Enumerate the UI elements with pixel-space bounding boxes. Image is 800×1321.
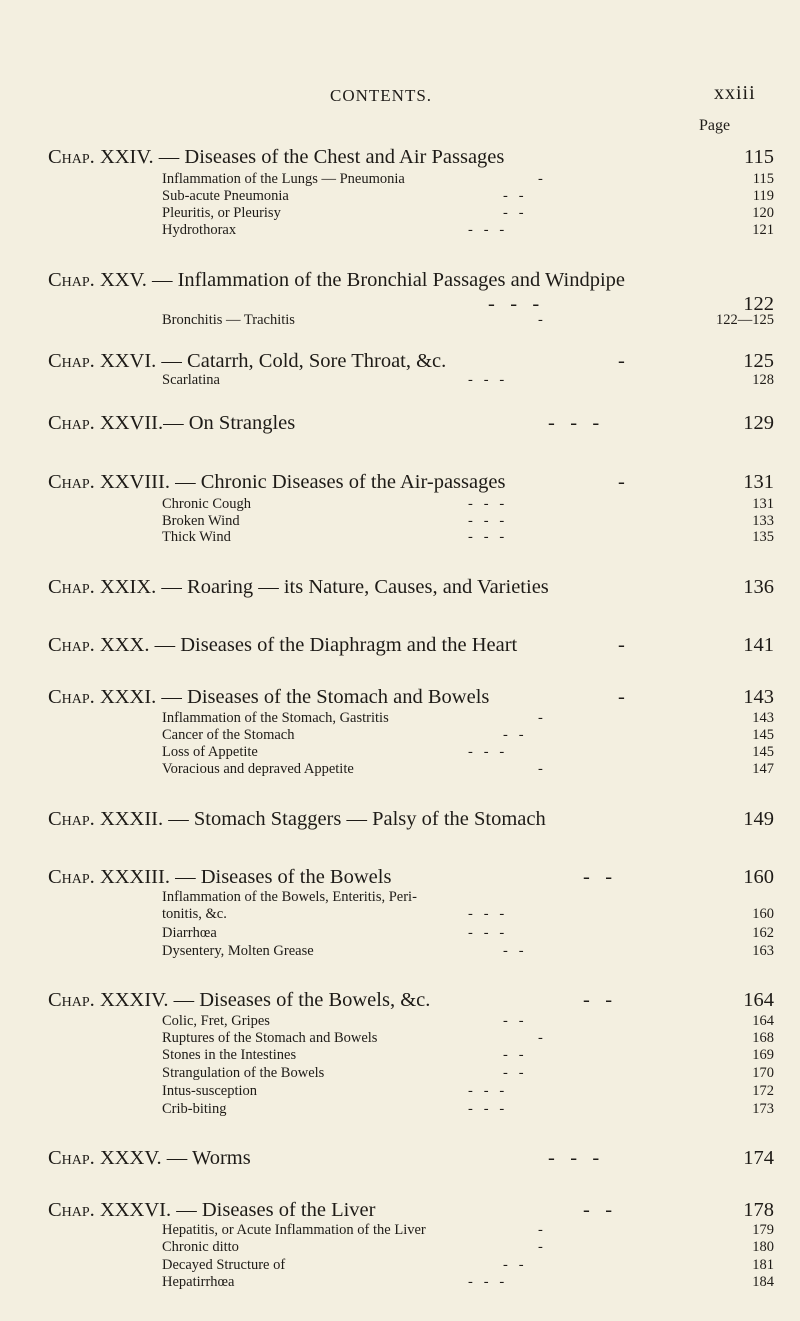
sub-entry-text: Inflammation of the Lungs — Pneumonia bbox=[162, 171, 405, 187]
sub-entry-page: 128 bbox=[752, 372, 774, 388]
chapter-title: XXVII.— On Strangles bbox=[99, 412, 296, 434]
leader-dashes: - - bbox=[503, 1047, 524, 1063]
sub-entry-page: 160 bbox=[752, 906, 774, 922]
chapter-page: 160 bbox=[743, 866, 774, 888]
leader-dashes: - - bbox=[503, 727, 524, 743]
sub-entry-text: Diarrhœa bbox=[162, 925, 217, 941]
sub-entry-text: Scarlatina bbox=[162, 372, 220, 388]
leader-dashes: - bbox=[538, 171, 543, 187]
leader-dashes: - - bbox=[503, 188, 524, 204]
chapter-entry bbox=[48, 807, 774, 831]
leader-dashes: - bbox=[618, 471, 625, 493]
sub-entry-page: 163 bbox=[752, 943, 774, 959]
sub-entry-text: Strangulation of the Bowels bbox=[162, 1065, 325, 1081]
sub-entry-page: 172 bbox=[752, 1083, 774, 1099]
leader-dashes: - - - bbox=[468, 744, 505, 760]
chapter-entry bbox=[48, 411, 774, 435]
sub-entry-page: 162 bbox=[752, 925, 774, 941]
leader-dashes: - - bbox=[503, 205, 524, 221]
chapter-page: 131 bbox=[743, 471, 774, 493]
leader-dashes: - bbox=[538, 761, 543, 777]
chapter-label: Chap. bbox=[48, 350, 95, 372]
chapter-entry bbox=[48, 1146, 774, 1170]
sub-entry-text: Dysentery, Molten Grease bbox=[162, 943, 314, 959]
sub-entry-page: 143 bbox=[752, 710, 774, 726]
sub-entry-text: Hydrothorax bbox=[162, 222, 237, 238]
leader-dashes: - - bbox=[583, 1199, 613, 1221]
sub-entry-page: 180 bbox=[752, 1239, 774, 1255]
sub-entry-page: 133 bbox=[752, 513, 774, 529]
leader-dashes: - - - bbox=[468, 222, 505, 238]
chapter-label: Chap. bbox=[48, 686, 95, 708]
sub-entry-page: 120 bbox=[752, 205, 774, 221]
chapter-page: 125 bbox=[743, 350, 774, 372]
running-header-page-number: xxiii bbox=[714, 82, 756, 104]
leader-dashes: - - - bbox=[548, 1147, 600, 1169]
leader-dashes: - - - bbox=[468, 529, 505, 545]
page-column-label: Page bbox=[699, 117, 731, 134]
chapter-entry bbox=[48, 145, 774, 169]
chapter-title: XXXIII. — Diseases of the Bowels bbox=[99, 866, 392, 888]
chapter-page: 115 bbox=[744, 146, 774, 168]
chapter-title: XXXI. — Diseases of the Stomach and Bowels bbox=[99, 686, 490, 708]
leader-dashes: - - bbox=[503, 943, 524, 959]
sub-entry-text: Intus-susception bbox=[162, 1083, 258, 1099]
sub-entry-text: Chronic ditto bbox=[162, 1239, 239, 1255]
sub-entry-text: Sub-acute Pneumonia bbox=[162, 188, 289, 204]
chapter-page: 149 bbox=[743, 808, 774, 830]
chapter-title: XXX. — Diseases of the Diaphragm and the Heart bbox=[99, 634, 518, 656]
chapter-page: 129 bbox=[743, 412, 774, 434]
chapter-label: Chap. bbox=[48, 1199, 95, 1221]
leader-dashes: - - - bbox=[468, 925, 505, 941]
leader-dashes: - bbox=[538, 312, 543, 328]
sub-entry-page: 170 bbox=[752, 1065, 774, 1081]
leader-dashes: - bbox=[538, 1030, 543, 1046]
chapter-label: Chap. bbox=[48, 576, 95, 598]
chapter-title: XXXIV. — Diseases of the Bowels, &c. bbox=[99, 989, 431, 1011]
chapter-label: Chap. bbox=[48, 412, 95, 434]
chapter-title: XXIV. — Diseases of the Chest and Air Passages bbox=[99, 146, 505, 168]
sub-entry-page: 122—125 bbox=[716, 312, 774, 328]
chapter-entry bbox=[48, 1198, 774, 1222]
chapter-label: Chap. bbox=[48, 808, 95, 830]
sub-entry-page: 169 bbox=[752, 1047, 774, 1063]
running-header-title: CONTENTS. bbox=[330, 86, 433, 105]
leader-dashes: - - - bbox=[468, 1101, 505, 1117]
sub-entry-text: Crib-biting bbox=[162, 1101, 227, 1117]
sub-entry-text: Hepatitis, or Acute Inflammation of the Liver bbox=[162, 1222, 426, 1238]
sub-entry-text: Broken Wind bbox=[162, 513, 240, 529]
leader-dashes: - - bbox=[503, 1257, 524, 1273]
sub-entry-text: Loss of Appetite bbox=[162, 744, 258, 760]
chapter-title: XXXV. — Worms bbox=[99, 1147, 251, 1169]
sub-entry-page: 164 bbox=[752, 1013, 774, 1029]
sub-entry-text: Cancer of the Stomach bbox=[162, 727, 295, 743]
chapter-label: Chap. bbox=[48, 989, 95, 1011]
leader-dashes: - - bbox=[583, 989, 613, 1011]
leader-dashes: - - - bbox=[468, 906, 505, 922]
leader-dashes: - - - bbox=[468, 1083, 505, 1099]
leader-dashes: - - - bbox=[468, 513, 505, 529]
sub-entry-text: Stones in the Intestines bbox=[162, 1047, 297, 1063]
chapter-label: Chap. bbox=[48, 471, 95, 493]
sub-entry-page: 179 bbox=[752, 1222, 774, 1238]
sub-entry-page: 135 bbox=[752, 529, 774, 545]
leader-dashes: - - - bbox=[548, 412, 600, 434]
chapter-title: XXXII. — Stomach Staggers — Palsy of the Stomach bbox=[99, 808, 546, 830]
sub-entry-text: tonitis, &c. bbox=[162, 906, 227, 922]
sub-entry-text: Voracious and depraved Appetite bbox=[162, 761, 354, 777]
sub-entry-text: Inflammation of the Stomach, Gastritis bbox=[162, 710, 389, 726]
leader-dashes: - bbox=[618, 350, 625, 372]
chapter-page: 143 bbox=[743, 686, 774, 708]
sub-entry-text: Thick Wind bbox=[162, 529, 231, 545]
chapter-entry bbox=[48, 470, 774, 494]
sub-entry-page: 145 bbox=[752, 744, 774, 760]
chapter-entry bbox=[48, 865, 774, 889]
chapter-page: 141 bbox=[743, 634, 774, 656]
chapter-entry bbox=[48, 268, 774, 316]
sub-entry-text: Colic, Fret, Gripes bbox=[162, 1013, 270, 1029]
sub-entry-text: Inflammation of the Bowels, Enteritis, Peri- bbox=[162, 889, 417, 905]
sub-entry-page: 168 bbox=[752, 1030, 774, 1046]
chapter-label: Chap. bbox=[48, 866, 95, 888]
chapter-page: 178 bbox=[743, 1199, 774, 1221]
sub-entry-page: 184 bbox=[752, 1274, 774, 1290]
sub-entry-text: Decayed Structure of bbox=[162, 1257, 286, 1273]
chapter-entry bbox=[48, 633, 774, 657]
leader-dashes: - - - bbox=[468, 496, 505, 512]
chapter-page: 174 bbox=[743, 1147, 774, 1169]
chapter-label: Chap. bbox=[48, 269, 95, 291]
chapter-entry bbox=[48, 685, 774, 709]
chapter-title: XXVIII. — Chronic Diseases of the Air-passages bbox=[99, 471, 506, 493]
sub-entry-page: 115 bbox=[752, 171, 774, 187]
chapter-label: Chap. bbox=[48, 634, 95, 656]
sub-entry-page: 147 bbox=[752, 761, 774, 777]
leader-dashes: - - bbox=[503, 1065, 524, 1081]
sub-entry-text: Pleuritis, or Pleurisy bbox=[162, 205, 281, 221]
leader-dashes: - - - bbox=[468, 372, 505, 388]
chapter-title: XXXVI. — Diseases of the Liver bbox=[99, 1199, 376, 1221]
chapter-entry bbox=[48, 575, 774, 599]
leader-dashes: - bbox=[538, 1239, 543, 1255]
chapter-entry bbox=[48, 349, 774, 373]
leader-dashes: - - - bbox=[488, 293, 540, 315]
leader-dashes: - - bbox=[583, 866, 613, 888]
leader-dashes: - bbox=[538, 710, 543, 726]
sub-entry-page: 131 bbox=[752, 496, 774, 512]
sub-entry-page: 173 bbox=[752, 1101, 774, 1117]
chapter-page: 164 bbox=[743, 989, 774, 1011]
chapter-title: XXVI. — Catarrh, Cold, Sore Throat, &c. bbox=[99, 350, 447, 372]
sub-entry-text: Bronchitis — Trachitis bbox=[162, 312, 295, 328]
chapter-title: XXV. — Inflammation of the Bronchial Passages and Windpipe bbox=[99, 269, 625, 291]
leader-dashes: - bbox=[618, 686, 625, 708]
leader-dashes: - - bbox=[503, 1013, 524, 1029]
chapter-page: 122 bbox=[743, 293, 774, 315]
sub-entry-text: Chronic Cough bbox=[162, 496, 252, 512]
chapter-entry bbox=[48, 988, 774, 1012]
sub-entry-text: Ruptures of the Stomach and Bowels bbox=[162, 1030, 378, 1046]
sub-entry-page: 121 bbox=[752, 222, 774, 238]
sub-entry-page: 181 bbox=[752, 1257, 774, 1273]
sub-entry-text: Hepatirrhœa bbox=[162, 1274, 235, 1290]
chapter-label: Chap. bbox=[48, 1147, 95, 1169]
chapter-label: Chap. bbox=[48, 146, 95, 168]
sub-entry-page: 119 bbox=[752, 188, 774, 204]
leader-dashes: - bbox=[618, 634, 625, 656]
leader-dashes: - - - bbox=[468, 1274, 505, 1290]
leader-dashes: - bbox=[538, 1222, 543, 1238]
sub-entry-page: 145 bbox=[752, 727, 774, 743]
chapter-title: XXIX. — Roaring — its Nature, Causes, and Varieties bbox=[99, 576, 549, 598]
chapter-page: 136 bbox=[743, 576, 774, 598]
